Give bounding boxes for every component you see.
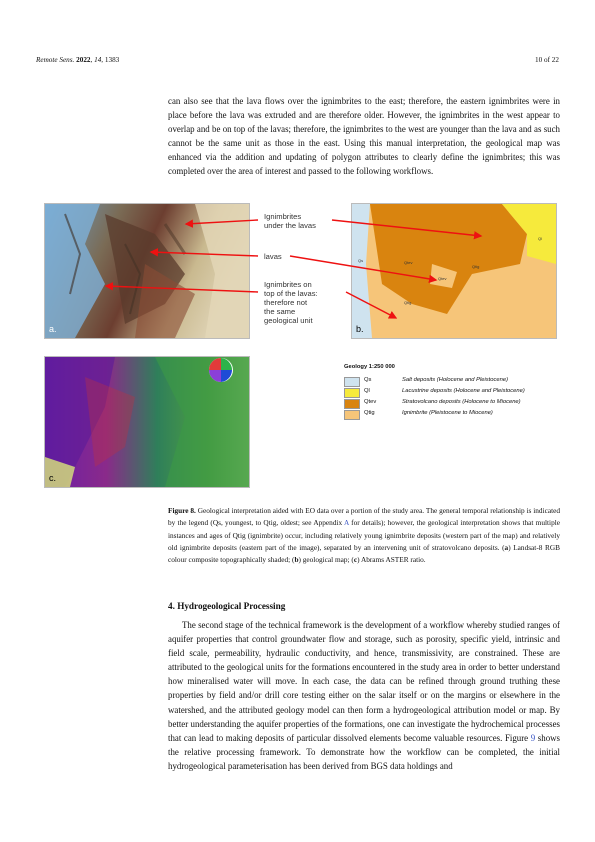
annotation-line: Ignimbrites <box>264 212 302 221</box>
legend-swatch <box>344 377 360 387</box>
paragraph-1: can also see that the lava flows over the ignimbrites to the east; therefore, the eastern ignimbrites were in place before the lava was extruded and are therefore older. However, the ignimbrites in the west appear to overlap and be on top of the lavas; therefore, the ignimbrites to the west are younger than the lava and as such cannot be the same unit as those in the east. Using this manual interpretation, the geological map was enhanced via the addition and updating of polygon attributes to clearly define the ignimbrites; this was completed over the area of interest and passed to the following workflows. <box>168 96 560 177</box>
map-label: Qtev <box>438 276 447 281</box>
legend-description: Stratovolcano deposits (Holocene to Miocene) <box>402 399 521 405</box>
legend-title: Geology 1:250 000 <box>344 364 395 370</box>
figure-8 <box>36 196 560 498</box>
section-title: Hydrogeological Processing <box>177 601 286 611</box>
article-number: 1383 <box>104 56 120 64</box>
annotation-line: Ignimbrites on <box>264 280 312 289</box>
annotation-arrows <box>36 196 560 346</box>
journal-citation: Remote Sens. 2022, 14, 1383 <box>36 56 120 64</box>
legend-item <box>344 409 554 419</box>
figure-9-link[interactable]: 9 <box>530 732 536 743</box>
map-legend <box>344 364 554 434</box>
legend-code: Qs <box>364 377 372 383</box>
section-number: 4. <box>168 601 175 611</box>
legend-description: Salt deposits (Holocene and Pleistocene) <box>402 377 509 383</box>
caption-text: ) geological map; ( <box>298 555 354 565</box>
figure-caption <box>168 505 560 566</box>
map-label: Qs <box>358 258 364 263</box>
map-label: Qtig <box>404 300 412 305</box>
legend-swatch <box>344 399 360 409</box>
caption-text: ) Abrams ASTER ratio. <box>357 555 426 565</box>
map-label: Qtig <box>472 264 480 269</box>
caption-panel-ref: b <box>294 555 299 565</box>
panel-label-c: c. <box>49 473 57 483</box>
legend-swatch <box>344 410 360 420</box>
caption-text: for details); however, the geological interpretation shows that multiple instances and ages of Qtig (ignimbrite) occur, including relatively young ignimbrite deposits (western part of the map) and relatively old ignimbrite deposits (eastern part of the image), separated by an intervening unit of stratovolcano deposits. ( <box>168 518 560 552</box>
legend-swatch <box>344 388 360 398</box>
paragraph-2 <box>168 618 560 773</box>
annotation-line: lavas <box>264 252 282 261</box>
legend-code: Qtig <box>364 410 375 416</box>
journal-name: Remote Sens. <box>36 56 75 64</box>
page-number: 10 of 22 <box>535 56 559 64</box>
legend-description: Lacustrine deposits (Holocene and Pleistocene) <box>402 388 525 394</box>
journal-volume: 14 <box>94 56 102 64</box>
map-label: Ql <box>538 236 542 241</box>
caption-text: Geological interpretation aided with EO data over a portion of the study area. The general temporal relationship is indicated by the legend (Qs, youngest, to Qtig, oldest; see Appendix <box>168 506 560 528</box>
paragraph-text: The second stage of the technical framework is the development of a workflow whereby studied ranges of aquifer properties that control groundwater flow and storage, such as porosity, specific yield, intrinsic and field scale, permeability, hydraulic conductivity, and hence, transmissivity, are constrained. These are attributed to the geological units for the formations encountered in the study area in order to better understand how mineralised water will move. In each case, the data can be refined through ground truthing these properties by field and/or drill core testing either on the salar itself or on the margins or elsewhere in the watershed, and the attributed geology model can then form a hydrogeological attribution model or map. By better understanding the aquifer properties of the formations, one can investigate the hydrochemical processes that can lead to making deposits of particular dissolved elements become valuable resources. Figure <box>168 620 560 743</box>
paragraph-text: shows the relative processing framework. To demonstrate how the workflow can be completed, the initial hydrogeological parameterisation has been derived from BGS data holdings and <box>168 732 561 771</box>
journal-year: 2022 <box>76 56 91 64</box>
section-heading <box>168 601 285 611</box>
legend-description: Ignimbrite (Pleistocene to Miocene) <box>402 410 493 416</box>
legend-item <box>344 376 554 386</box>
caption-panel-ref: c <box>353 555 358 565</box>
appendix-link[interactable]: A <box>344 518 349 528</box>
legend-item <box>344 398 554 408</box>
annotation-line: under the lavas <box>264 221 316 230</box>
annotation-line: top of the lavas: <box>264 289 318 298</box>
panel-label-b: b. <box>356 324 364 334</box>
legend-item <box>344 387 554 397</box>
color-wheel-icon <box>204 356 238 384</box>
legend-code: Ql <box>364 388 370 394</box>
panel-label-a: a. <box>49 324 57 334</box>
annotation-line: the same <box>264 307 296 316</box>
annotation-line: geological unit <box>264 316 313 325</box>
caption-label: Figure 8. <box>168 506 196 515</box>
caption-panel-ref: a <box>504 542 509 552</box>
annotation-line: therefore not <box>264 298 308 307</box>
legend-code: Qtev <box>364 399 377 405</box>
map-label: Qtev <box>404 260 413 265</box>
caption-text: ) Landsat-8 RGB colour composite topographically shaded; ( <box>168 542 561 565</box>
